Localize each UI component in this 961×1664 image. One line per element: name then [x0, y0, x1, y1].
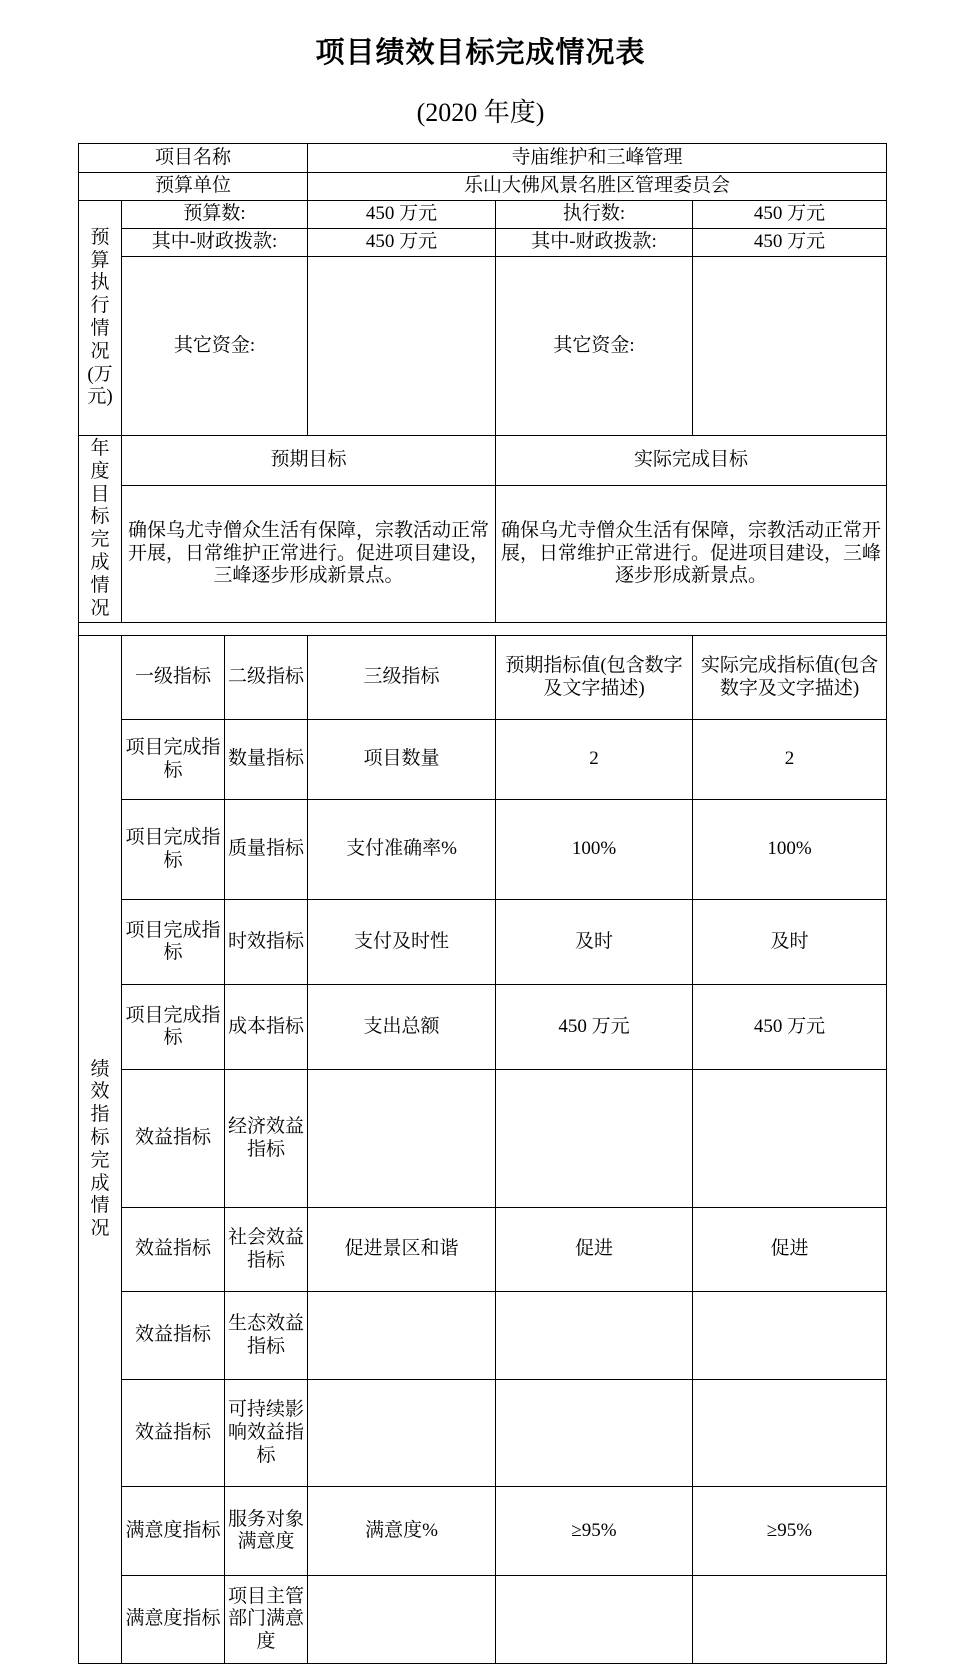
- level1-cell: 项目完成指标: [122, 985, 225, 1070]
- section-spacer-cell: [79, 623, 887, 636]
- level2-cell: 时效指标: [225, 900, 308, 985]
- expected-goal-header: 预期目标: [122, 436, 496, 486]
- expected-value-cell: 100%: [496, 800, 693, 900]
- actual-value-cell: [693, 1292, 887, 1380]
- goal-text-row: [79, 485, 887, 623]
- actual-value-cell: 促进: [693, 1208, 887, 1292]
- level3-cell: 支付准确率%: [308, 800, 496, 900]
- level3-cell: 支付及时性: [308, 900, 496, 985]
- indicator-row: [79, 1292, 887, 1380]
- indicator-row: [79, 1208, 887, 1292]
- level2-cell: 经济效益指标: [225, 1070, 308, 1208]
- level3-cell: 满意度%: [308, 1487, 496, 1576]
- fiscal-allocation-value-left: 450 万元: [308, 229, 496, 257]
- level1-cell: 效益指标: [122, 1292, 225, 1380]
- level2-cell: 质量指标: [225, 800, 308, 900]
- column-header-actual: 实际完成指标值(包含数字及文字描述): [693, 636, 887, 720]
- actual-value-cell: [693, 1576, 887, 1664]
- indicator-header-row: [79, 636, 887, 720]
- budget-unit-row: [79, 173, 887, 201]
- actual-goal-header: 实际完成目标: [496, 436, 887, 486]
- level1-cell: 效益指标: [122, 1380, 225, 1487]
- indicator-row: [79, 985, 887, 1070]
- project-name-value: 寺庙维护和三峰管理: [308, 144, 887, 173]
- indicator-row: [79, 800, 887, 900]
- level2-cell: 成本指标: [225, 985, 308, 1070]
- level1-cell: 项目完成指标: [122, 720, 225, 800]
- indicator-row: [79, 900, 887, 985]
- indicator-row: [79, 1380, 887, 1487]
- budget-unit-value: 乐山大佛风景名胜区管理委员会: [308, 173, 887, 201]
- level1-cell: 项目完成指标: [122, 900, 225, 985]
- actual-value-cell: 2: [693, 720, 887, 800]
- actual-value-cell: 及时: [693, 900, 887, 985]
- column-header-level2: 二级指标: [225, 636, 308, 720]
- level3-cell: [308, 1380, 496, 1487]
- level1-cell: 满意度指标: [122, 1487, 225, 1576]
- indicator-row: [79, 1576, 887, 1664]
- expected-value-cell: 2: [496, 720, 693, 800]
- level2-cell: 服务对象满意度: [225, 1487, 308, 1576]
- project-name-row: [79, 144, 887, 173]
- column-header-level3: 三级指标: [308, 636, 496, 720]
- column-header-expected: 预期指标值(包含数字及文字描述): [496, 636, 693, 720]
- fiscal-allocation-label-right: 其中-财政拨款:: [496, 229, 693, 257]
- level3-cell: 项目数量: [308, 720, 496, 800]
- actual-value-cell: 450 万元: [693, 985, 887, 1070]
- level2-cell: 项目主管部门满意度: [225, 1576, 308, 1664]
- level3-cell: 支出总额: [308, 985, 496, 1070]
- indicator-section-header: 绩效指标完成情况: [79, 636, 122, 1664]
- indicator-row: [79, 1070, 887, 1208]
- budget-section-header: 预算执行情况(万元): [79, 201, 122, 436]
- level3-cell: [308, 1070, 496, 1208]
- expected-goal-text: 确保乌尤寺僧众生活有保障，宗教活动正常开展，日常维护正常进行。促进项目建设，三峰逐步形成新景点。: [122, 485, 496, 623]
- expected-value-cell: 及时: [496, 900, 693, 985]
- actual-goal-text: 确保乌尤寺僧众生活有保障，宗教活动正常开展，日常维护正常进行。促进项目建设，三峰逐步形成新景点。: [496, 485, 887, 623]
- fiscal-allocation-label-left: 其中-财政拨款:: [122, 229, 308, 257]
- budget-unit-label: 预算单位: [79, 173, 308, 201]
- actual-value-cell: 100%: [693, 800, 887, 900]
- fiscal-allocation-row: [79, 229, 887, 257]
- other-funds-value-right: [693, 257, 887, 436]
- expected-value-cell: [496, 1576, 693, 1664]
- level2-cell: 可持续影响效益指标: [225, 1380, 308, 1487]
- level1-cell: 效益指标: [122, 1070, 225, 1208]
- page-subtitle: (2020 年度): [416, 98, 545, 127]
- level2-cell: 数量指标: [225, 720, 308, 800]
- level1-cell: 项目完成指标: [122, 800, 225, 900]
- page-title: 项目绩效目标完成情况表: [315, 37, 646, 69]
- level1-cell: 满意度指标: [122, 1576, 225, 1664]
- budget-number-value: 450 万元: [308, 201, 496, 229]
- other-funds-label-left: 其它资金:: [122, 257, 308, 436]
- actual-value-cell: [693, 1380, 887, 1487]
- other-funds-value-left: [308, 257, 496, 436]
- level3-cell: [308, 1292, 496, 1380]
- expected-value-cell: ≥95%: [496, 1487, 693, 1576]
- expected-value-cell: [496, 1380, 693, 1487]
- expected-value-cell: 450 万元: [496, 985, 693, 1070]
- budget-number-label: 预算数:: [122, 201, 308, 229]
- document-page: [0, 30, 961, 1664]
- goal-header-row: [79, 436, 887, 486]
- indicator-row: [79, 1487, 887, 1576]
- section-spacer-row: [79, 623, 887, 636]
- level3-cell: 促进景区和谐: [308, 1208, 496, 1292]
- other-funds-label-right: 其它资金:: [496, 257, 693, 436]
- fiscal-allocation-value-right: 450 万元: [693, 229, 887, 257]
- performance-table: [78, 143, 887, 1664]
- budget-number-row: [79, 201, 887, 229]
- level1-cell: 效益指标: [122, 1208, 225, 1292]
- actual-value-cell: [693, 1070, 887, 1208]
- goal-section-header: 年度目标完成情况: [79, 436, 122, 623]
- level2-cell: 生态效益指标: [225, 1292, 308, 1380]
- expected-value-cell: 促进: [496, 1208, 693, 1292]
- execution-number-label: 执行数:: [496, 201, 693, 229]
- actual-value-cell: ≥95%: [693, 1487, 887, 1576]
- expected-value-cell: [496, 1292, 693, 1380]
- column-header-level1: 一级指标: [122, 636, 225, 720]
- indicator-row: [79, 720, 887, 800]
- project-name-label: 项目名称: [79, 144, 308, 173]
- level2-cell: 社会效益指标: [225, 1208, 308, 1292]
- other-funds-row: [79, 257, 887, 436]
- level3-cell: [308, 1576, 496, 1664]
- execution-number-value: 450 万元: [693, 201, 887, 229]
- expected-value-cell: [496, 1070, 693, 1208]
